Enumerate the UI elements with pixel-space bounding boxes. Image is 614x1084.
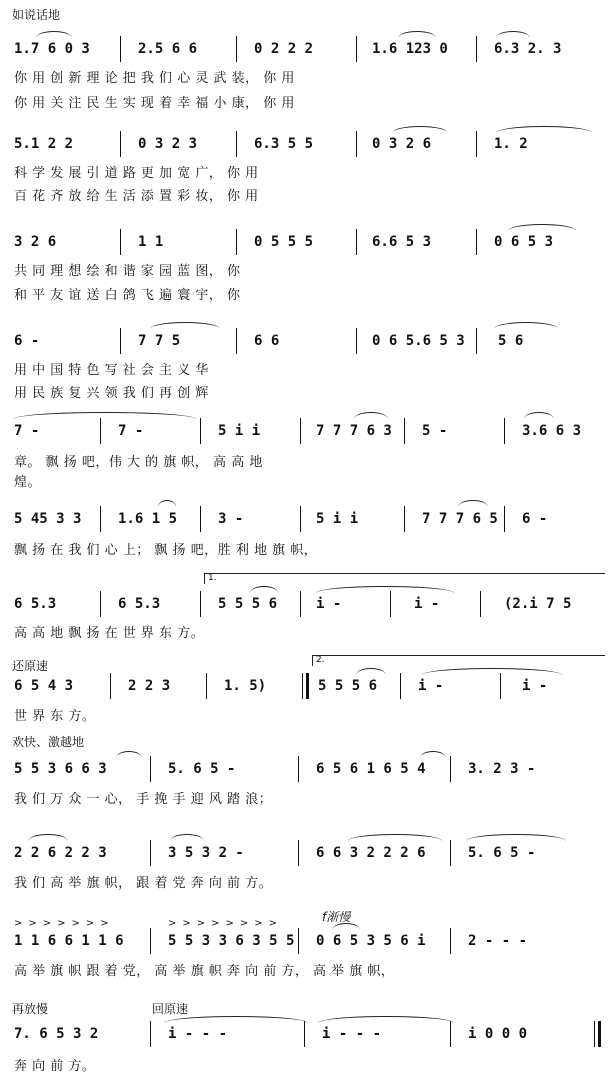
barline	[300, 591, 301, 617]
barline	[200, 418, 201, 444]
notation-row-4: 6 - 7 7 5 6 6 0 6 5.6 5 3 5 6	[14, 333, 524, 349]
slur	[28, 834, 68, 841]
barline	[120, 229, 121, 255]
lyric-line: 我 们 万 众 一 心， 手 挽 手 迎 风 踏 浪；	[14, 792, 273, 807]
slur	[496, 126, 592, 133]
slur	[458, 500, 488, 507]
slur	[158, 500, 176, 507]
slur	[14, 412, 196, 419]
barline	[450, 1021, 451, 1047]
barline	[298, 756, 299, 782]
barline	[356, 229, 357, 255]
barline	[200, 591, 201, 617]
repeat-barline-thick	[306, 673, 309, 699]
barline	[450, 840, 451, 866]
slur	[466, 834, 566, 841]
barline	[120, 36, 121, 62]
notation-row-3: 3 2 6 1 1 0 5 5 5 6.6 5 3 0 6 5 3	[14, 234, 554, 250]
lyric-line: 高 高 地 飘 扬 在 世 界 东 方。	[14, 626, 205, 641]
slur	[508, 224, 576, 231]
slur	[348, 834, 442, 841]
lyric-line: 百 花 齐 放 给 生 活 添 置 彩 妆， 你 用	[14, 189, 259, 204]
barline	[120, 131, 121, 157]
slur	[524, 412, 554, 419]
lyric-line: 飘 扬 在 我 们 心 上； 飘 扬 吧，胜 利 地 旗 帜，	[14, 543, 318, 558]
lyric-line: 你 用 关 注 民 生 实 现 着 幸 福 小 康， 你 用	[14, 96, 295, 111]
barline	[150, 840, 151, 866]
barline	[356, 328, 357, 354]
lyric-line: 你 用 创 新 理 论 把 我 们 心 灵 武 装， 你 用	[14, 71, 295, 86]
slur	[170, 834, 204, 841]
lyric-line: 高 举 旗 帜 跟 着 党， 高 举 旗 帜 奔 向 前 方， 高 举 旗 帜，	[14, 964, 395, 979]
accent-marks: >>>>>>>	[14, 918, 115, 929]
volta-bracket-2: 2.	[312, 655, 605, 666]
barline	[304, 1021, 305, 1047]
dynamic-marking: f渐慢	[322, 910, 351, 924]
barline	[356, 131, 357, 157]
slur	[398, 31, 436, 38]
barline	[100, 506, 101, 532]
barline	[206, 673, 207, 699]
slur	[354, 412, 388, 419]
barline	[390, 591, 391, 617]
final-barline	[594, 1021, 595, 1047]
lyric-line: 科 学 发 展 引 道 路 更 加 宽 广， 你 用	[14, 166, 259, 181]
lyric-line: 世 界 东 方。	[14, 709, 96, 724]
barline	[100, 591, 101, 617]
barline	[150, 928, 151, 954]
barline	[236, 36, 237, 62]
barline	[236, 229, 237, 255]
lyric-line: 奔 向 前 方。	[14, 1059, 96, 1074]
slur	[496, 31, 530, 38]
lyric-line: 用 中 国 特 色 写 社 会 主 义 华	[14, 363, 209, 378]
barline	[450, 928, 451, 954]
barline	[120, 328, 121, 354]
barline	[356, 36, 357, 62]
barline	[400, 673, 401, 699]
barline	[480, 591, 481, 617]
barline	[504, 418, 505, 444]
slur	[316, 586, 454, 593]
notation-row-12: 7. 6 5 3 2 i - - - i - - - i 0 0 0	[14, 1026, 528, 1042]
barline	[200, 506, 201, 532]
barline	[404, 418, 405, 444]
tempo-marking-back: 回原速	[152, 1002, 189, 1016]
notation-row-1: 1.7 6 0 3 2.5 6 6 0 2 2 2 1.6 123 0 6.3 2. 3	[14, 41, 562, 57]
barline	[298, 928, 299, 954]
barline	[476, 229, 477, 255]
barline	[236, 131, 237, 157]
barline	[110, 673, 111, 699]
barline	[300, 506, 301, 532]
barline	[476, 328, 477, 354]
barline	[298, 840, 299, 866]
repeat-barline	[302, 673, 303, 699]
lyric-line: 煌。	[14, 475, 42, 490]
volta-bracket-1: 1.	[204, 573, 605, 584]
barline	[236, 328, 237, 354]
barline	[150, 1021, 151, 1047]
barline	[150, 756, 151, 782]
notation-row-5: 7 - 7 - 5 i i 7 7 7 6 3 5 - 3.6 6 3	[14, 423, 582, 439]
barline	[504, 506, 505, 532]
tempo-marking-lively: 欢快、激越地	[12, 735, 85, 749]
notation-row-11: 1 1 6 6 1 1 6 5 5 3 3 6 3 5 5 0 6 5 3 5 6 i 2 - - -	[14, 933, 528, 949]
notation-row-8: 6 5 4 3 2 2 3 1. 5) 5 5 5 6 i - i -	[14, 678, 548, 694]
accent-marks: >>>>>>>>	[168, 918, 284, 929]
barline	[100, 418, 101, 444]
notation-row-2: 5.1 2 2 0 3 2 3 6.3 5 5 0 3 2 6 1. 2	[14, 136, 528, 152]
slur	[116, 751, 142, 758]
notation-row-9: 5 5 3 6 6 3 5. 6 5 - 6 5 6 1 6 5 4 3. 2 3 -	[14, 761, 536, 777]
slur	[332, 923, 360, 930]
slur	[318, 1016, 454, 1023]
tempo-marking-start: 如说话地	[12, 8, 61, 22]
notation-row-6: 5 45 3 3 1.6 1 5 3 - 5 i i 7 7 7 6 5 6 -	[14, 511, 548, 527]
lyric-line: 章。 飘 扬 吧，伟 大 的 旗 帜， 高 高 地	[14, 455, 263, 470]
slur	[164, 1016, 308, 1023]
lyric-line: 共 同 理 想 绘 和 谐 家 园 蓝 图， 你	[14, 264, 241, 279]
tempo-marking-slow: 再放慢	[12, 1002, 49, 1016]
slur	[392, 126, 448, 133]
lyric-line: 用 民 族 复 兴 领 我 们 再 创 辉	[14, 386, 209, 401]
slur	[420, 751, 446, 758]
slur	[422, 668, 562, 675]
barline	[500, 673, 501, 699]
lyric-line: 我 们 高 举 旗 帜， 跟 着 党 奔 向 前 方。	[14, 876, 273, 891]
barline	[450, 756, 451, 782]
tempo-marking-restore: 还原速	[12, 659, 49, 673]
notation-row-7: 6 5.3 6 5.3 5 5 5 6 i - i - (2.i 7 5	[14, 596, 572, 612]
barline	[404, 506, 405, 532]
notation-row-10: 2 2 6 2 2 3 3 5 3 2 - 6 6 3 2 2 2 6 5. 6 5 -	[14, 845, 536, 861]
slur	[36, 31, 72, 38]
final-barline-thick	[598, 1021, 601, 1047]
barline	[476, 131, 477, 157]
barline	[300, 418, 301, 444]
slur	[356, 668, 386, 675]
slur	[250, 586, 278, 593]
lyric-line: 和 平 友 谊 送 白 鸽 飞 遍 寰 宇， 你	[14, 288, 241, 303]
slur	[494, 322, 558, 329]
barline	[476, 36, 477, 62]
slur	[150, 322, 220, 329]
